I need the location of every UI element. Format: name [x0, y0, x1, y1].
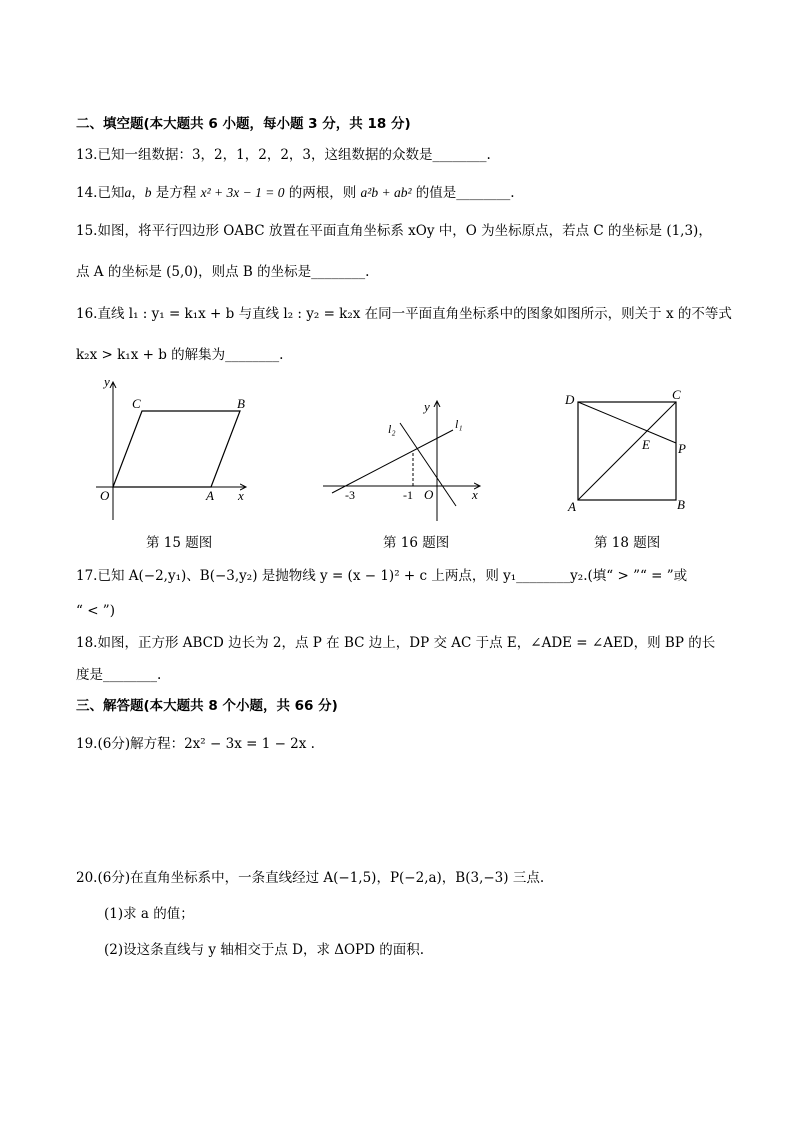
question-18-line-1: 18.如图，正方形 ABCD 边长为 2，点 P 在 BC 边上，DP 交 AC 于点 E，∠ADE = ∠AED，则 BP 的长	[76, 635, 716, 651]
figure-18-caption: 第 18 题图	[594, 535, 661, 551]
fig18-label-c: C	[672, 387, 681, 402]
q14-prefix: 14.已知	[76, 185, 125, 201]
fig16-label-l1: l₁	[455, 417, 463, 431]
fig18-label-a: A	[568, 499, 576, 514]
question-17-line-1: 17.已知 A(−2,y₁)、B(−3,y₂) 是抛物线 y = (x − 1)² + c 上两点，则 y₁________y₂.(填“ > ”“ = ”或	[76, 568, 688, 584]
question-20-part-1: (1)求 a 的值；	[104, 906, 194, 922]
q14-mid1: ，	[131, 185, 145, 201]
fig15-label-b: B	[237, 396, 245, 411]
fig15-parallelogram	[113, 411, 240, 487]
fig16-label-minus-1: -1	[403, 488, 413, 502]
q14-mid2: 是方程	[151, 185, 201, 201]
fig15-label-o: O	[100, 488, 110, 503]
fig15-label-a: A	[206, 488, 214, 503]
q14-suffix: 的值是________.	[411, 185, 515, 201]
fig18-label-e: E	[642, 437, 650, 452]
fig18-label-p: P	[678, 441, 686, 456]
question-15-line-1: 15.如图，将平行四边形 OABC 放置在平面直角坐标系 xOy 中，O 为坐标原点，若点 C 的坐标是 (1,3)，	[76, 223, 712, 239]
fig16-label-l2: l₂	[388, 422, 396, 436]
figure-16	[320, 393, 490, 523]
fig15-label-x: x	[238, 488, 244, 503]
q14-expression: a²b + ab²	[360, 185, 412, 200]
q14-mid3: 的两根，则	[284, 185, 361, 201]
question-13: 13.已知一组数据：3，2，1，2，2，3，这组数据的众数是________.	[76, 147, 491, 163]
fig16-label-minus-3: -3	[345, 488, 355, 502]
q14-var-b: b	[144, 185, 152, 200]
fig18-diagonal-ac	[578, 402, 676, 500]
question-14	[76, 183, 724, 203]
fig15-label-c: C	[132, 396, 141, 411]
question-16-line-1: 16.直线 l₁ : y₁ = k₁x + b 与直线 l₂ : y₂ = k₂x 在同一平面直角坐标系中的图象如图所示，则关于 x 的不等式	[76, 306, 732, 322]
figure-18	[560, 385, 700, 520]
fig18-label-d: D	[565, 392, 575, 407]
figure-15	[88, 372, 258, 522]
fig18-segment-dp	[578, 402, 676, 443]
fig16-label-x: x	[472, 487, 478, 502]
question-20-part-2: (2)设这条直线与 y 轴相交于点 D，求 ΔOPD 的面积.	[104, 942, 425, 958]
q14-var-a: a	[124, 185, 132, 200]
question-20-line-1: 20.(6分)在直角坐标系中，一条直线经过 A(−1,5)，P(−2,a)，B(3,−3) 三点.	[76, 870, 545, 886]
figure-16-caption: 第 16 题图	[383, 535, 450, 551]
fig16-label-y: y	[424, 399, 430, 414]
fig18-label-b: B	[677, 497, 685, 512]
fig15-label-y: y	[104, 374, 110, 389]
figure-15-caption: 第 15 题图	[146, 535, 213, 551]
question-16-line-2: k₂x > k₁x + b 的解集为________.	[76, 347, 284, 363]
question-15-line-2: 点 A 的坐标是 (5,0)，则点 B 的坐标是________.	[76, 264, 370, 280]
fig16-label-o: O	[424, 487, 434, 502]
question-18-line-2: 度是________.	[76, 667, 162, 683]
fig16-line-l1	[332, 430, 453, 493]
question-19: 19.(6分)解方程：2x² − 3x = 1 − 2x .	[76, 736, 315, 752]
section-2-heading: 二、填空题(本大题共 6 小题，每小题 3 分，共 18 分)	[76, 116, 411, 132]
question-17-line-2: “ < ”)	[76, 603, 115, 619]
section-3-heading: 三、解答题(本大题共 8 个小题，共 66 分)	[76, 698, 338, 714]
q14-equation: x² + 3x − 1 = 0	[200, 185, 285, 200]
